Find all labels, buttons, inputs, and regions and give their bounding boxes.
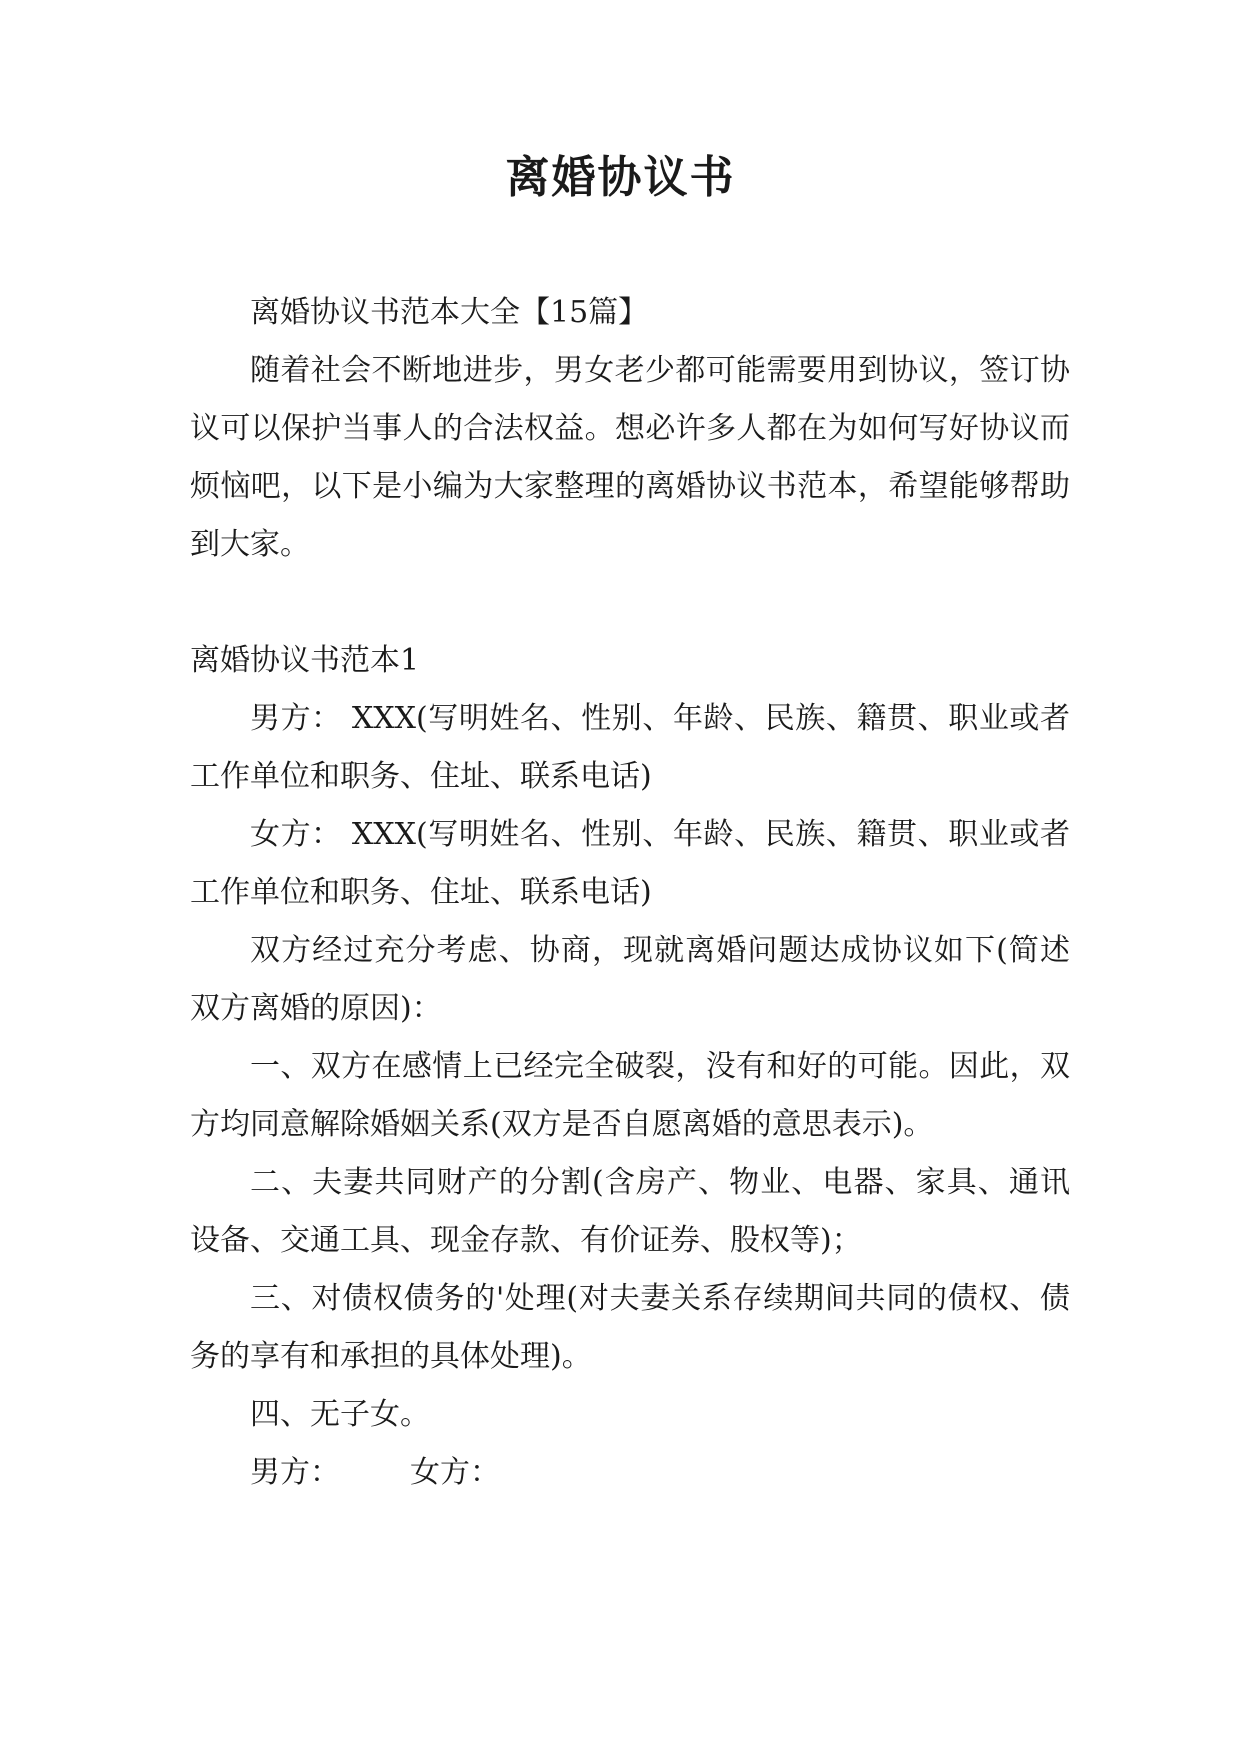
male-party-paragraph: 男方： XXX(写明姓名、性别、年龄、民族、籍贯、职业或者工作单位和职务、住址、联系电话)	[190, 701, 1070, 794]
paragraph-gap	[190, 574, 1070, 632]
document-body	[190, 284, 1070, 1502]
signature-female-label: 女方：	[410, 1455, 500, 1490]
document-title: 离婚协议书	[505, 152, 736, 203]
clause-2: 二、夫妻共同财产的分割(含房产、物业、电器、家具、通讯设备、交通工具、现金存款、有价证券、股权等)；	[190, 1165, 1070, 1258]
clause-3: 三、对债权债务的'处理(对夫妻关系存续期间共同的债权、债务的享有和承担的具体处理)。	[190, 1281, 1070, 1374]
document-subtitle: 离婚协议书范本大全【15篇】	[250, 295, 649, 330]
section-heading: 离婚协议书范本1	[190, 643, 420, 678]
clause-1: 一、双方在感情上已经完全破裂，没有和好的可能。因此，双方均同意解除婚姻关系(双方是否自愿离婚的意思表示)。	[190, 1049, 1070, 1142]
female-party-paragraph: 女方： XXX(写明姓名、性别、年龄、民族、籍贯、职业或者工作单位和职务、住址、联系电话)	[190, 817, 1070, 910]
agreement-intro-paragraph: 双方经过充分考虑、协商，现就离婚问题达成协议如下(简述双方离婚的原因)：	[190, 933, 1070, 1026]
signature-male-label: 男方：	[250, 1455, 340, 1490]
clause-4: 四、无子女。	[250, 1397, 430, 1432]
signature-line	[190, 1444, 1070, 1502]
intro-paragraph: 随着社会不断地进步，男女老少都可能需要用到协议，签订协议可以保护当事人的合法权益。想必许多人都在为如何写好协议而烦恼吧，以下是小编为大家整理的离婚协议书范本，希望能够帮助到大家。	[190, 353, 1070, 562]
